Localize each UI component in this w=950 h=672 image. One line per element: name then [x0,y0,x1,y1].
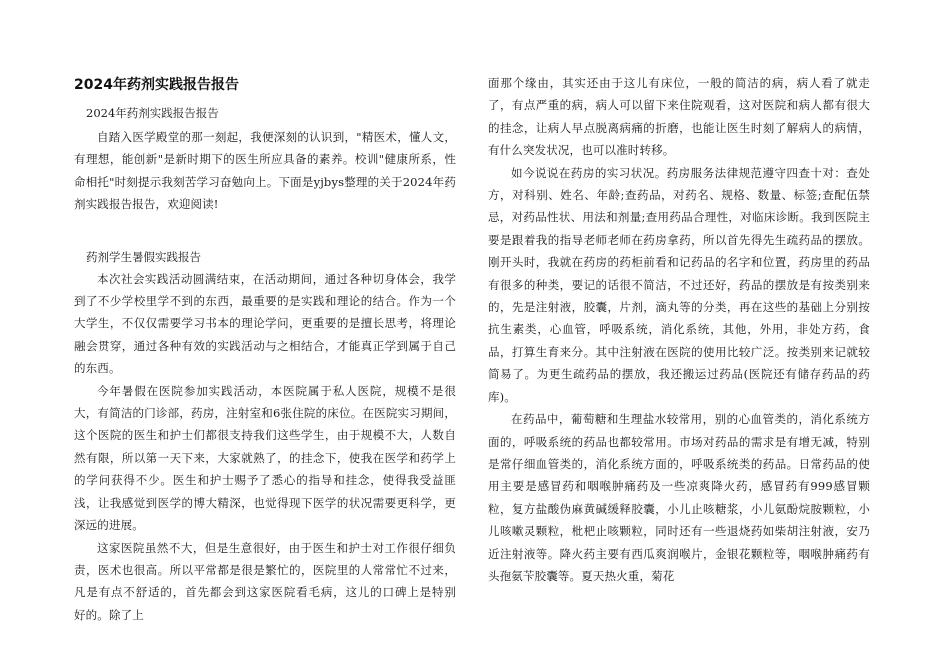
paragraph-1: 本次社会实践活动圆满结束，在活动期间，通过各种切身体会，我学到了不少学校里学不到的东西，最重要的是实践和理论的结合。作为一个大学生，不仅仅需要学习书本的理论学问，更重要的是擅长思考，将理论融会贯穿，通过各种有效的实践活动与之相结合，才能真正学到属于自己的东西。 [74,271,456,376]
section-title: 药剂学生暑假实践报告 [86,249,201,264]
paragraph-2: 今年暑假在医院参加实践活动，本医院属于私人医院，规模不是很大，有简洁的门诊部，药房，注射室和6张住院的床位。在医院实习期间，这个医院的医生和护士们都很支持我们这些学生，由于规模不大，人数自然有限，所以第一天下来，大家就熟了，的挂念下，使我在医学和药学上的学问获得不少。医生和护士赐予了悉心的指导和挂念，使得我受益匪浅，让我感觉到医学的博大精深，也觉得现下医学的状况需要更科学，更深远的进展。 [74,383,456,533]
right-column [488,72,870,587]
paragraph-3-continued: 面那个缘由，其实还由于这儿有床位，一般的简洁的病，病人看了就走了，有点严重的病，病人可以留下来住院观看，这对医院和病人都有很大的挂念，让病人早点脱离病痛的折磨，也能让医生时刻了解病人的病情，有什么突发状况，也可以准时转移。 [488,76,870,158]
document-subtitle: 2024年药剂实践报告报告 [86,106,219,120]
paragraph-4: 如今说说在药房的实习状况。药房服务法律规范遵守四查十对：查处方，对科别、姓名、年龄;查药品，对药名、规格、数量、标签;查配伍禁忌，对药品性状、用法和剂量;查用药品合理性，对临床诊断。我到医院主要是跟着我的指导老师老师在药房拿药，所以首先得先生疏药品的摆放。刚开头时，我就在药房的药柜前看和记药品的名字和位置，药房里的药品有很多的种类，要记的话很不简洁，不过还好，药品的摆放是有按类别来的，先是注射液，胶囊，片剂，滴丸等的分类，再在这些的基础上分别按抗生素类，心血管，呼吸系统，消化系统，其他，外用，非处方药，食品，打算生育来分。其中注射液在医院的使用比较广泛。按类别来记就较简易了。为更生疏药品的摆放，我还搬运过药品(医院还有储存药品的药库)。 [488,165,870,404]
left-column [74,72,480,626]
spacer [74,216,456,238]
paragraph-5: 在药品中，葡萄糖和生理盐水较常用，别的心血管类的，消化系统方面的，呼吸系统的药品也都较常用。市场对药品的需求是有增无减，特别是常仔细血管类的，消化系统方面的，呼吸系统类的药品。日常药品的使用主要是感冒药和咽喉肿痛药及一些凉爽降火药，感冒药有999感冒颗粒，复方盐酸伪麻黄碱缓释胶囊，小儿止咳糖浆，小儿氨酚烷胺颗粒，小儿咳嗽灵颗粒，枇杷止咳颗粒，同时还有一些退烧药如柴胡注射液，安乃近注射液等。降火药主要有西瓜爽润喉片，金银花颗粒等，咽喉肿痛药有头孢氨苄胶囊等。夏天热火重，菊花 [488,412,870,583]
document-title: 2024年药剂实践报告报告 [74,77,239,93]
paragraph-3: 这家医院虽然不大，但是生意很好，由于医生和护士对工作很仔细负责，医术也很高。所以平常都是很是繁忙的，医院里的人常常忙不过来，凡是有点不舒适的，首先都会到这家医院看毛病，这儿的口碑上是特别 好的。除了上 [74,540,480,622]
intro-paragraph: 自踏入医学殿堂的那一刻起，我便深刻的认识到，"精医术，懂人文，有理想，能创新"是新时期下的医生所应具备的素养。校训"健康所系，性命相托"时刻提示我刻苦学习奋勉向上。下面是yjbys整理的关于2024年药剂实践报告报告，欢迎阅读! [74,130,456,212]
